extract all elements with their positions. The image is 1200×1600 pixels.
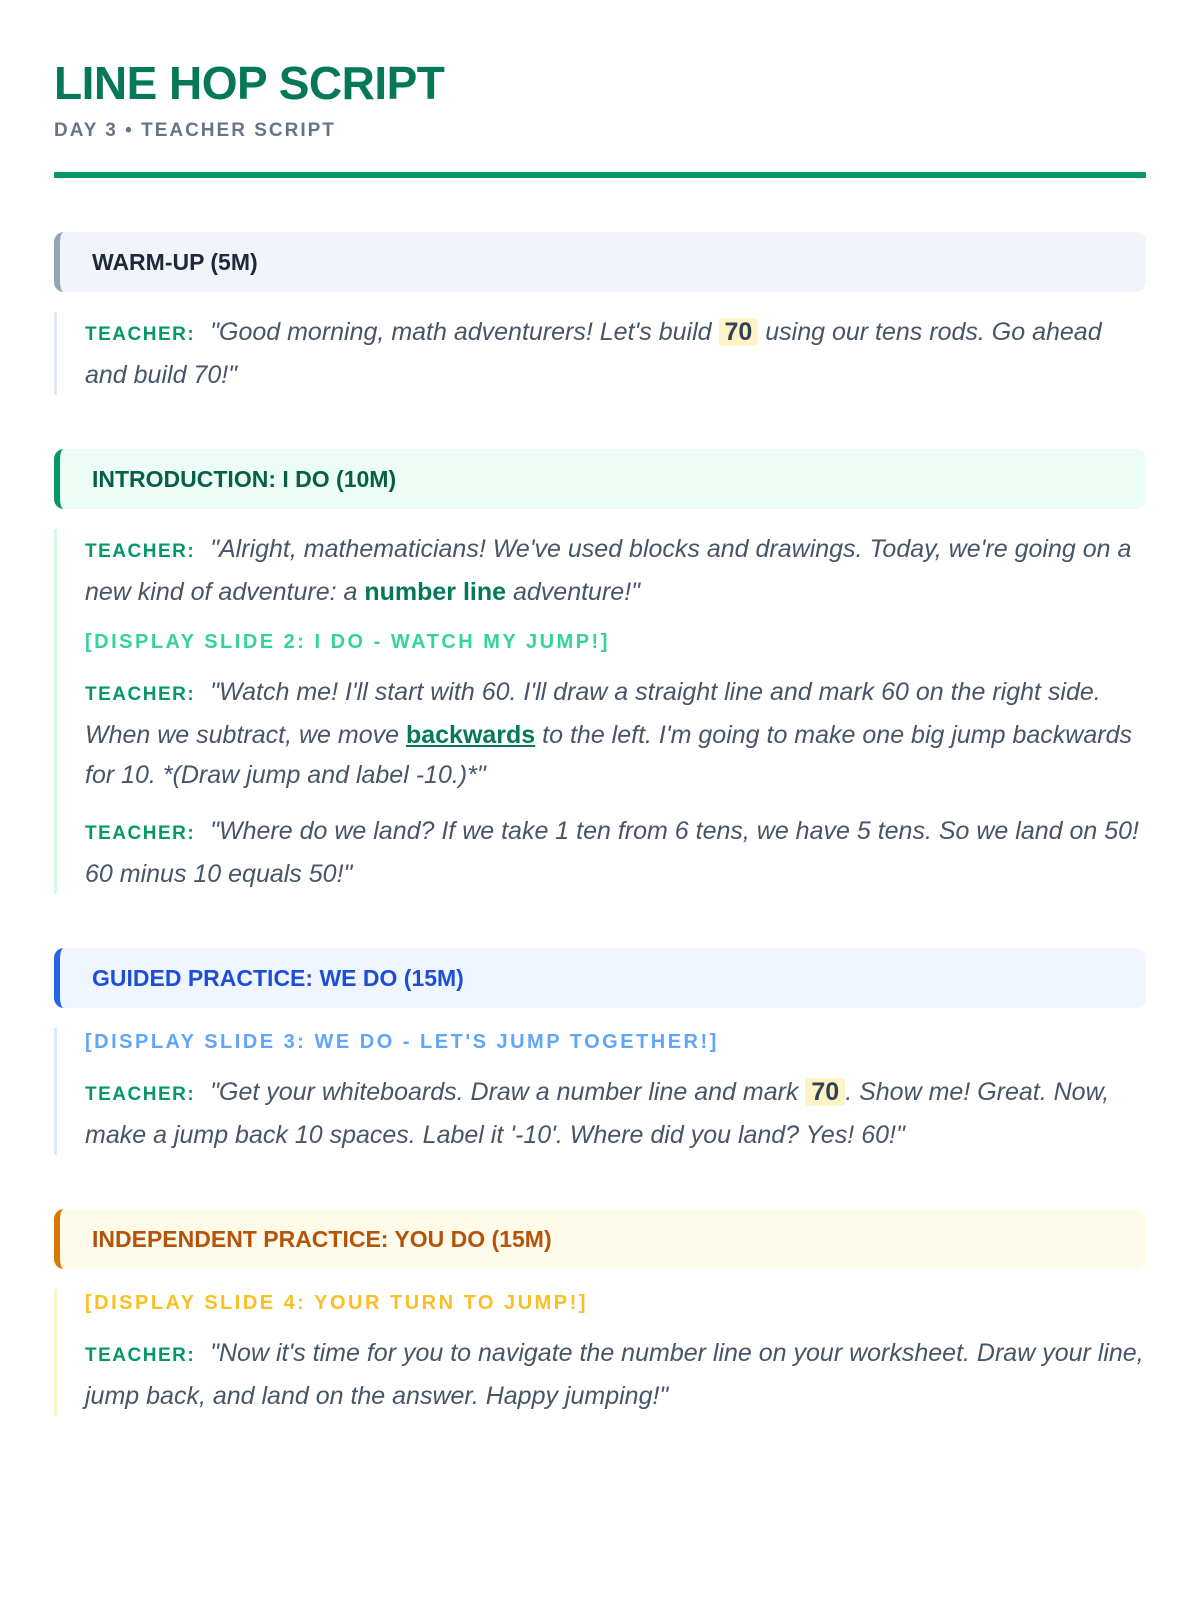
slide-cue: [DISPLAY SLIDE 2: I DO - WATCH MY JUMP!] <box>85 631 610 653</box>
header-divider <box>54 172 1146 178</box>
teacher-line <box>85 312 1146 395</box>
page-subtitle: DAY 3 • TEACHER SCRIPT <box>54 120 336 141</box>
slide-cue: [DISPLAY SLIDE 4: YOUR TURN TO JUMP!] <box>85 1292 588 1314</box>
dialogue-text: to the left. I'm going to make one big jump backwards for 10. *(Draw jump and label -10.)*" <box>85 721 1132 789</box>
speaker-label: TEACHER: <box>85 1084 196 1105</box>
section-heading: GUIDED PRACTICE: WE DO (15M) <box>54 948 1146 1008</box>
dialogue-text: using our tens rods. Go ahead and build 70!" <box>85 318 1102 389</box>
dialogue-text: "Now it's time for you to navigate the number line on your worksheet. Draw your line, jump back, and land on the answer. Happy jumping!" <box>85 1339 1144 1410</box>
page-title: LINE HOP SCRIPT <box>54 57 445 109</box>
section-body <box>54 1028 1146 1155</box>
keyword-underlined: backwards <box>405 721 536 749</box>
dialogue-text: adventure!" <box>513 578 641 606</box>
section-heading: WARM-UP (5M) <box>54 232 1146 292</box>
speaker-label: TEACHER: <box>85 541 196 562</box>
highlight-number: 70 <box>719 318 759 346</box>
highlight-number: 70 <box>805 1078 845 1106</box>
section-body <box>54 1289 1146 1416</box>
section-warmup <box>54 232 1146 395</box>
speaker-label: TEACHER: <box>85 1345 196 1366</box>
teacher-line <box>85 529 1146 612</box>
section-introduction <box>54 449 1146 894</box>
section-body <box>54 529 1146 894</box>
dialogue-text: "Alright, mathematicians! We've used blocks and drawings. Today, we're going on a new kind of adventure: a <box>85 535 1132 606</box>
section-heading: INTRODUCTION: I DO (10M) <box>54 449 1146 509</box>
section-guided-practice <box>54 948 1146 1155</box>
speaker-label: TEACHER: <box>85 684 196 705</box>
speaker-label: TEACHER: <box>85 823 196 844</box>
section-body <box>54 312 1146 395</box>
slide-cue: [DISPLAY SLIDE 3: WE DO - LET'S JUMP TOGETHER!] <box>85 1031 719 1053</box>
dialogue-text: "Where do we land? If we take 1 ten from 6 tens, we have 5 tens. So we land on 50! 60 minus 10 equals 50!" <box>85 817 1139 888</box>
dialogue-text: "Good morning, math adventurers! Let's build <box>210 318 712 346</box>
dialogue-text: "Watch me! I'll start with 60. I'll draw a straight line and mark 60 on the right side. When we subtract, we move <box>85 678 1101 749</box>
teacher-line <box>85 1333 1146 1416</box>
section-independent-practice <box>54 1209 1146 1416</box>
dialogue-text: "Get your whiteboards. Draw a number line and mark <box>210 1078 799 1106</box>
keyword: number line <box>364 578 507 606</box>
section-heading: INDEPENDENT PRACTICE: YOU DO (15M) <box>54 1209 1146 1269</box>
teacher-line <box>85 811 1146 894</box>
teacher-line <box>85 1072 1146 1155</box>
dialogue-text: . Show me! Great. Now, make a jump back 10 spaces. Label it '-10'. Where did you land? Yes! 60!" <box>85 1078 1110 1149</box>
teacher-line <box>85 672 1146 795</box>
speaker-label: TEACHER: <box>85 324 196 345</box>
